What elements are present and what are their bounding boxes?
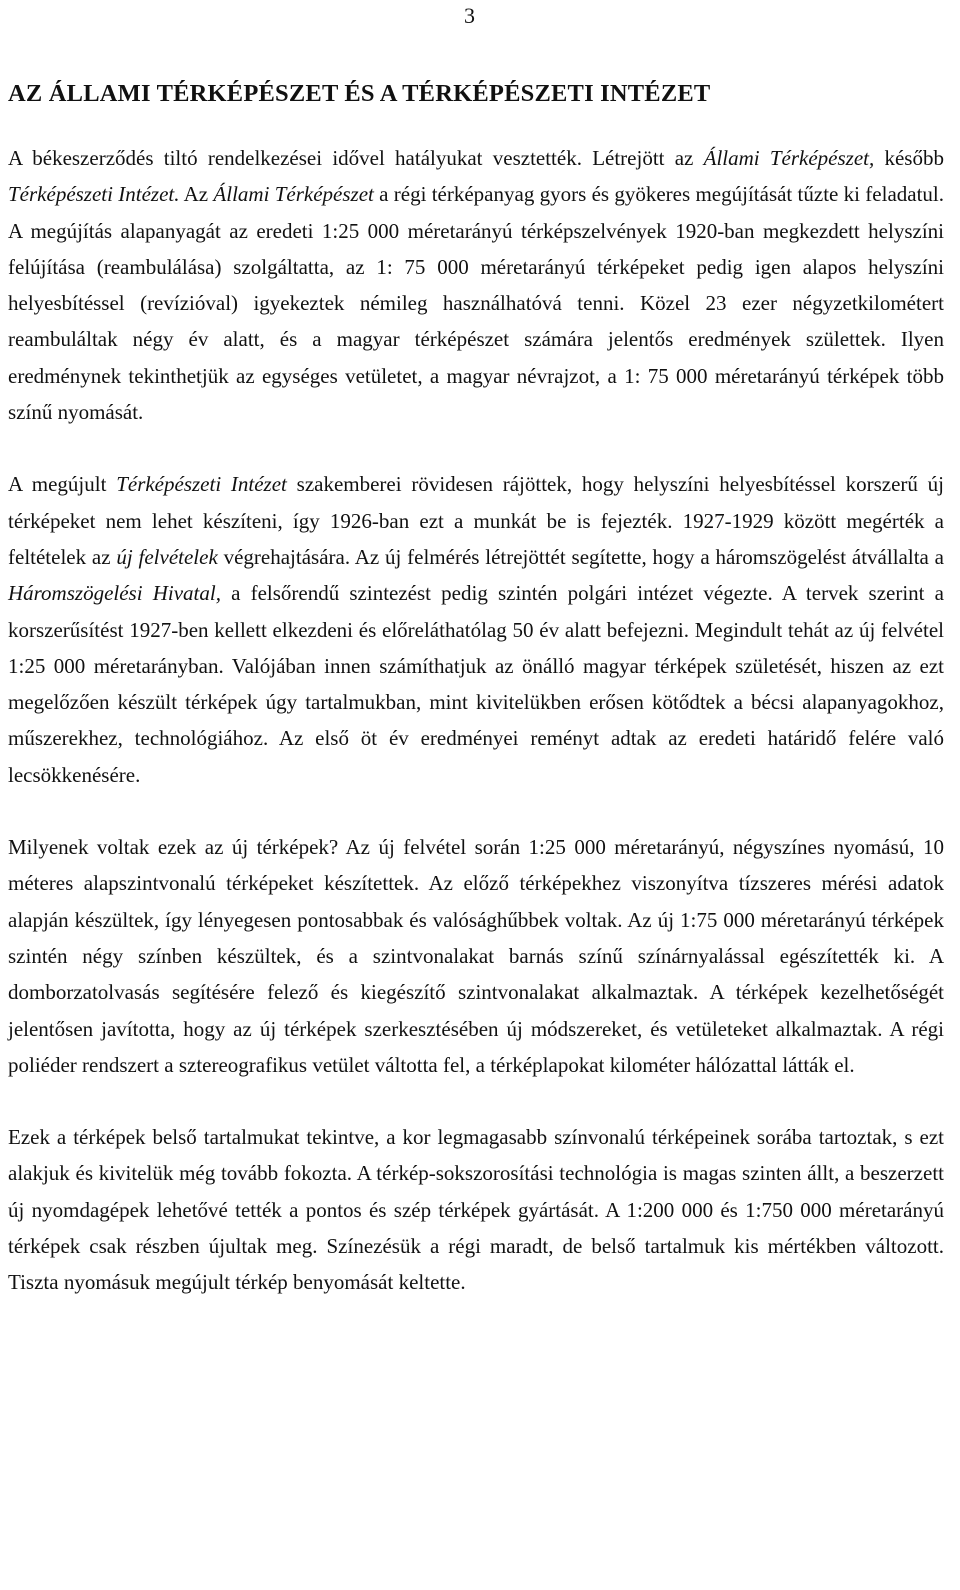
text-segment: szakemberei rövidesen rájöttek, hogy helyszíni helyesbítéssel korszerű új térképeket nem lehet készíteni, így 1926-ban ezt a munkát be is fejezték. 1927-1929 között megérték a feltételek az — [8, 472, 944, 569]
paragraph-4 — [8, 1119, 944, 1300]
paragraph-2 — [8, 466, 944, 793]
text-segment: Ezek a térképek belső tartalmukat tekintve, a kor legmagasabb színvonalú térképeinek sorába tartoztak, s ezt alakjuk és kivitelük még tovább fokozta. A térkép-sokszorosítási technológia is magas szinten állt, a beszerzett új nyomdagépek lehetővé tették a pontos és szép térképek gyártását. A 1:200 000 és 1:750 000 méretarányú térképek csak részben újultak meg. Színezésük a régi maradt, de belső tartalmuk kis mértékben változott. Tiszta nyomásuk megújult térkép benyomását keltette. — [8, 1125, 944, 1295]
italic-term: Térképészeti Intézet — [116, 472, 287, 497]
document-body — [8, 140, 944, 1301]
text-segment: később — [874, 146, 944, 170]
paragraph-3 — [8, 829, 944, 1083]
text-segment: végrehajtására. Az új felmérés létrejöttét segítette, hogy a háromszögelést átvállalta a — [217, 544, 944, 569]
italic-term: Térképészeti Intézet. — [8, 182, 180, 207]
italic-term: új felvételek — [116, 544, 218, 569]
text-segment: Milyenek voltak ezek az új térképek? Az új felvétel során 1:25 000 méretarányú, négyszínes nyomású, 10 méteres alapszintvonalú térképeket készítettek. Az előző térképekhez viszonyítva tízszeres mérési adatok alapján készültek, így lényegesen pontosabbak és valósághűbbek voltak. Az új 1:75 000 méretarányú térképek szintén négy színben készültek, és a szintvonalakat barnás színű színárnyalással egészítették ki. A domborzatolvasás segítésére felező és kiegészítő szintvonalakat alkalmaztak. A térképek kezelhetőségét jelentősen javította, hogy az új térképek szerkesztésében új módszereket, és vetületeket alkalmaztak. A régi poliéder rendszert a sztereografikus vetület váltotta fel, a térképlapokat kilométer hálózattal látták el. — [8, 835, 944, 1077]
text-segment: a régi térképanyag gyors és gyökeres megújítását tűzte ki feladatul. A megújítás alapanyagát az eredeti 1:25 000 méretarányú térképszelvények 1920-ban megkezdett helyszíni felújítása (reambulálása) szolgáltatta, az 1: 75 000 méretarányú térképeket pedig igen alapos helyszíni helyesbítéssel (revízióval) igyekeztek némileg használhatóvá tenni. Közel 23 ezer négyzetkilométert reambuláltak négy év alatt, és a magyar térképészet számára jelentős eredmények születtek. Ilyen eredménynek tekinthetjük az egységes vetületet, a magyar névrajzot, a 1: 75 000 méretarányú térképek több színű nyomását. — [8, 182, 945, 425]
page-title: AZ ÁLLAMI TÉRKÉPÉSZET ÉS A TÉRKÉPÉSZETI INTÉZET — [8, 80, 711, 107]
page-number: 3 — [464, 3, 475, 28]
text-segment: A békeszerződés tiltó rendelkezései idővel hatályukat vesztették. Létrejött az — [8, 146, 704, 170]
text-segment: Az — [179, 182, 214, 207]
italic-term: Állami Térképészet — [213, 182, 374, 207]
italic-term: Háromszögelési Hivatal, — [8, 581, 221, 606]
italic-term: Állami Térképészet, — [703, 146, 875, 170]
paragraph-1 — [8, 140, 944, 430]
text-segment: a felsőrendű szintezést pedig szintén polgári intézet végezte. A tervek szerint a korszerűsítést 1927-ben kellett elkezdeni és előreláthatólag 50 év alatt befejezni. Megindult tehát az új felvétel 1:25 000 méretarányban. Valójában innen számíthatjuk az önálló magyar térképek születését, hiszen az ezt megelőzően készült térképek úgy tartalmukban, mint kivitelükben erősen kötődtek a bécsi alapanyagokhoz, műszerekhez, technológiához. Az első öt év eredményei reményt adtak az eredeti határidő felére való lecsökkenésére. — [8, 581, 944, 787]
text-segment: A megújult — [8, 472, 117, 497]
